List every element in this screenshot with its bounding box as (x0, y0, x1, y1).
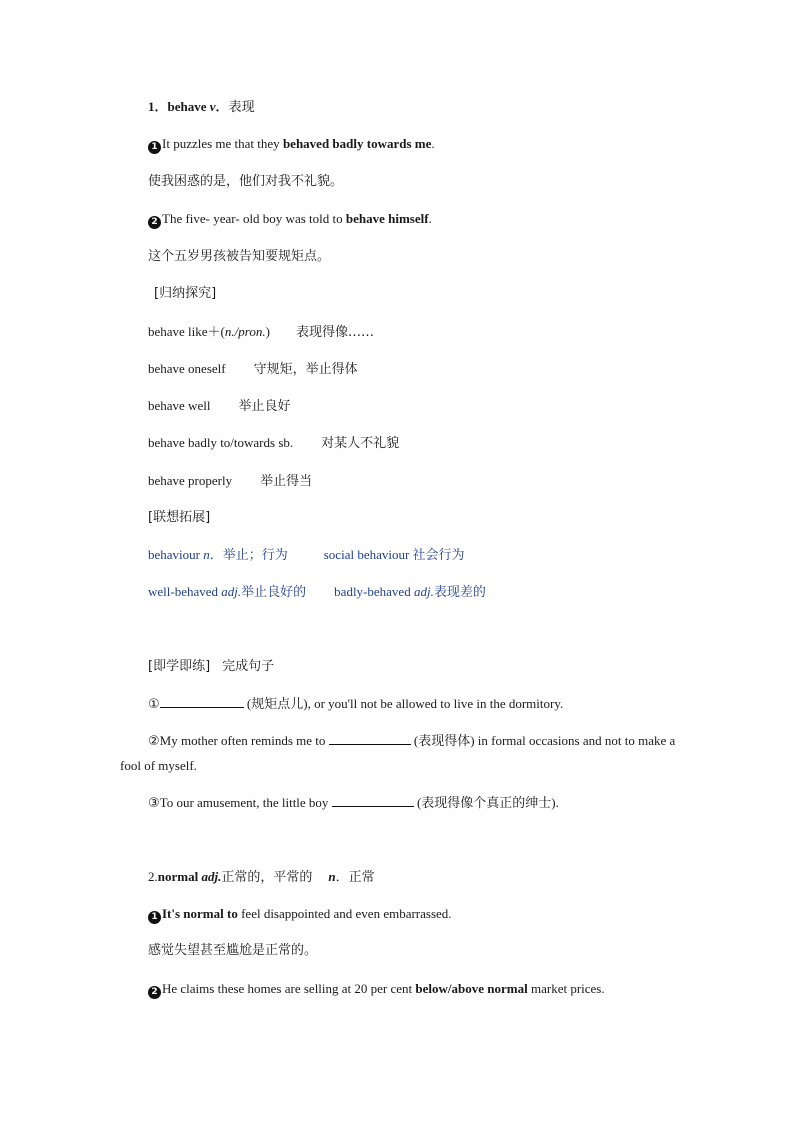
example-sentence-4: 2 He claims these homes are selling at 20 per cent below/above normal market prices. (148, 980, 605, 999)
phrase-row: behave badly to/towards sb. 对某人不礼貌 (148, 435, 400, 451)
extend-row-2: well-behaved adj.举止良好的 badly-behaved adj.表现差的 (148, 584, 486, 600)
example-translation-2: 这个五岁男孩被告知要规矩点。 (148, 249, 331, 264)
section-1-heading: 1．behave v．表现 (148, 99, 255, 115)
answer-blank[interactable] (160, 695, 244, 708)
example-translation-3: 感觉失望甚至尴尬是正常的。 (148, 943, 318, 958)
circled-number-icon: 1 (148, 911, 161, 924)
extend-row-1: behaviour n．举止；行为 social behaviour 社会行为 (148, 547, 465, 563)
extend-title: [联想拓展] (148, 510, 211, 525)
example-sentence-1: 1 It puzzles me that they behaved badly towards me. (148, 135, 435, 154)
practice-question-3: ③To our amusement, the little boy (表现得像个真正的绅士). (148, 795, 559, 811)
phrase-row: behave well 举止良好 (148, 398, 291, 414)
circled-number-icon: 2 (148, 216, 161, 229)
practice-question-2: ②My mother often reminds me to (表现得体) in formal occasions and not to make a fool of myself. (120, 733, 676, 773)
example-sentence-3: 1 It's normal to feel disappointed and even embarrassed. (148, 905, 452, 924)
phrase-row: behave like＋(n./pron.) 表现得像…… (148, 324, 374, 340)
phrase-row: behave oneself 守规矩，举止得体 (148, 361, 358, 377)
example-translation-1: 使我困惑的是，他们对我不礼貌。 (148, 174, 344, 189)
section-2-heading: 2.normal adj.正常的，平常的 n．正常 (148, 869, 375, 885)
phrase-row: behave properly 举止得当 (148, 473, 313, 489)
summary-title: [归纳探究] (154, 286, 217, 301)
answer-blank[interactable] (332, 794, 414, 807)
practice-question-1: ① (规矩点儿), or you'll not be allowed to live in the dormitory. (148, 696, 564, 712)
practice-title: [即学即练] 完成句子 (148, 659, 275, 674)
circled-number-icon: 1 (148, 141, 161, 154)
example-sentence-2: 2 The five- year- old boy was told to behave himself. (148, 210, 432, 229)
answer-blank[interactable] (329, 732, 411, 745)
circled-number-icon: 2 (148, 986, 161, 999)
